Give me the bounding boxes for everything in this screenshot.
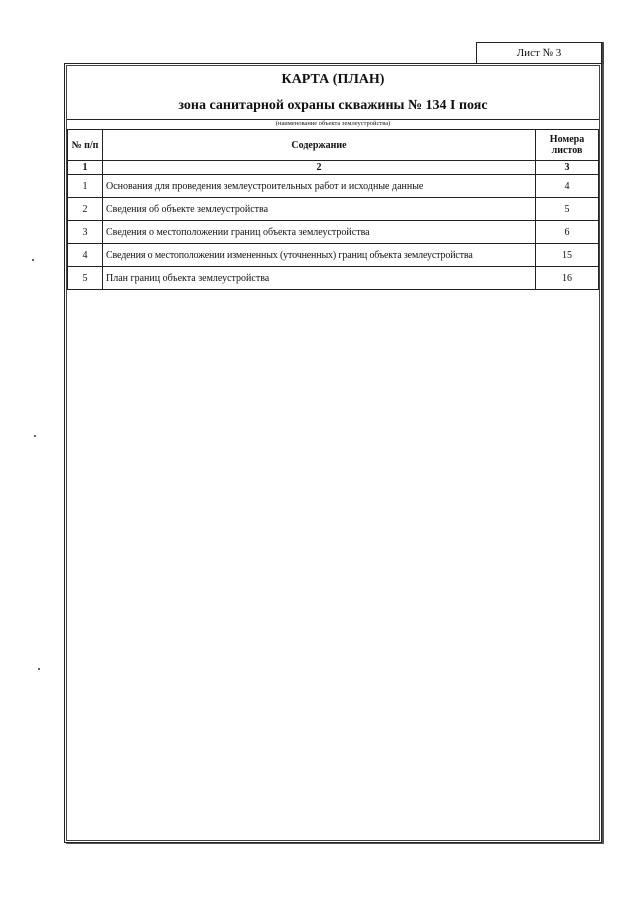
column-number: 2 — [103, 161, 536, 175]
contents-table — [67, 129, 599, 290]
header-content: Содержание — [103, 130, 536, 161]
document-frame — [64, 63, 602, 843]
table-row — [68, 198, 599, 221]
row-title: Сведения о местоположении границ объекта землеустройства — [103, 221, 536, 244]
document-subtitle: зона санитарной охраны скважины № 134 I пояс — [178, 98, 488, 113]
header-pages: Номера листов — [536, 130, 599, 161]
row-pages: 15 — [536, 244, 599, 267]
table-row — [68, 267, 599, 290]
scan-speck — [32, 259, 34, 261]
table-row — [68, 221, 599, 244]
sheet-number-box — [476, 42, 602, 65]
column-numbers-row — [68, 161, 599, 175]
row-title: Основания для проведения землеустроительных работ и исходные данные — [103, 175, 536, 198]
row-num: 5 — [68, 267, 103, 290]
row-title: Сведения об объекте землеустройства — [103, 198, 536, 221]
table-row — [68, 175, 599, 198]
row-num: 4 — [68, 244, 103, 267]
column-number: 3 — [536, 161, 599, 175]
row-pages: 5 — [536, 198, 599, 221]
header-num: № п/п — [68, 130, 103, 161]
table-row — [68, 244, 599, 267]
row-num: 3 — [68, 221, 103, 244]
row-num: 2 — [68, 198, 103, 221]
row-num: 1 — [68, 175, 103, 198]
subtitle-caption: (наименование объекта землеустройства) — [275, 120, 391, 127]
scan-speck — [38, 668, 40, 670]
document-title: КАРТА (ПЛАН) — [281, 72, 385, 87]
table-header-row — [68, 130, 599, 161]
column-number: 1 — [68, 161, 103, 175]
row-pages: 6 — [536, 221, 599, 244]
scan-speck — [34, 435, 36, 437]
row-pages: 16 — [536, 267, 599, 290]
row-pages: 4 — [536, 175, 599, 198]
row-title: Сведения о местоположении измененных (уточненных) границ объекта землеустройства — [103, 244, 536, 267]
sheet-number-label: Лист № 3 — [516, 47, 562, 59]
row-title: План границ объекта землеустройства — [103, 267, 536, 290]
